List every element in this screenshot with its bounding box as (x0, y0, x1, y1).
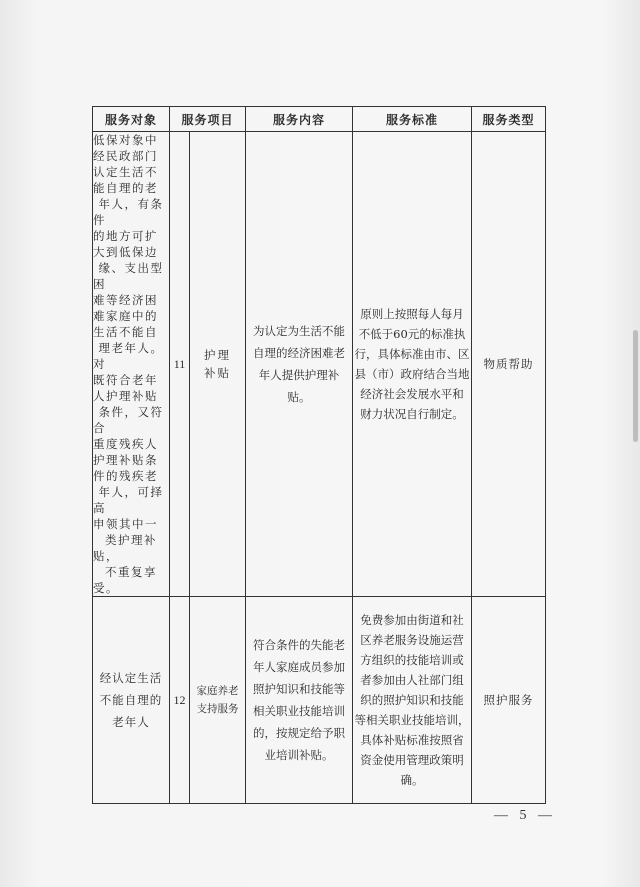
row-number: 11 (170, 132, 190, 597)
service-standard-cell: 免费参加由街道和社 区养老服务设施运营 方组织的技能培训或 者参加由人社部门组 织的照护知识和技能 等相关职业技能培训， 具体补贴标准按照省 资金使用管理政策明 确。 (353, 597, 472, 804)
table-row (93, 597, 546, 804)
service-item-cell: 护理 补贴 (190, 132, 246, 597)
header-service-content: 服务内容 (246, 107, 353, 132)
table-row (93, 132, 546, 597)
service-type-cell: 物质帮助 (472, 132, 546, 597)
service-standard-cell: 原则上按照每人每月 不低于60元的标准执 行，具体标准由市、区 县（市）政府结合当地 经济社会发展水平和 财力状况自行制定。 (353, 132, 472, 597)
scrollbar-thumb[interactable] (633, 330, 638, 442)
service-type-cell: 照护服务 (472, 597, 546, 804)
table-header-row (93, 107, 546, 132)
page-number: — 5 — (494, 808, 556, 823)
service-target-cell: 低保对象中 经民政部门 认定生活不 能自理的老 年人，有条件 的地方可扩 大到低保边 缘、支出型困 难等经济困 难家庭中的 生活不能自 理老年人。对 既符合老年 人护理补贴 条件，又符合 重度残疾人 护理补贴条 件的残疾老 年人，可择高 申领其中一 类护理补贴， 不重复享受。 (93, 132, 170, 597)
header-service-standard: 服务标准 (353, 107, 472, 132)
service-target-cell: 经认定生活 不能自理的 老年人 (93, 597, 170, 804)
service-item-cell: 家庭养老 支持服务 (190, 597, 246, 804)
service-content-cell: 为认定为生活不能 自理的经济困难老 年人提供护理补 贴。 (246, 132, 353, 597)
header-service-item: 服务项目 (170, 107, 246, 132)
header-service-type: 服务类型 (472, 107, 546, 132)
header-service-target: 服务对象 (93, 107, 170, 132)
service-table (92, 106, 546, 804)
scrollbar[interactable] (630, 0, 640, 887)
row-number: 12 (170, 597, 190, 804)
service-content-cell: 符合条件的失能老 年人家庭成员参加 照护知识和技能等 相关职业技能培训 的，按规定给予职 业培训补贴。 (246, 597, 353, 804)
